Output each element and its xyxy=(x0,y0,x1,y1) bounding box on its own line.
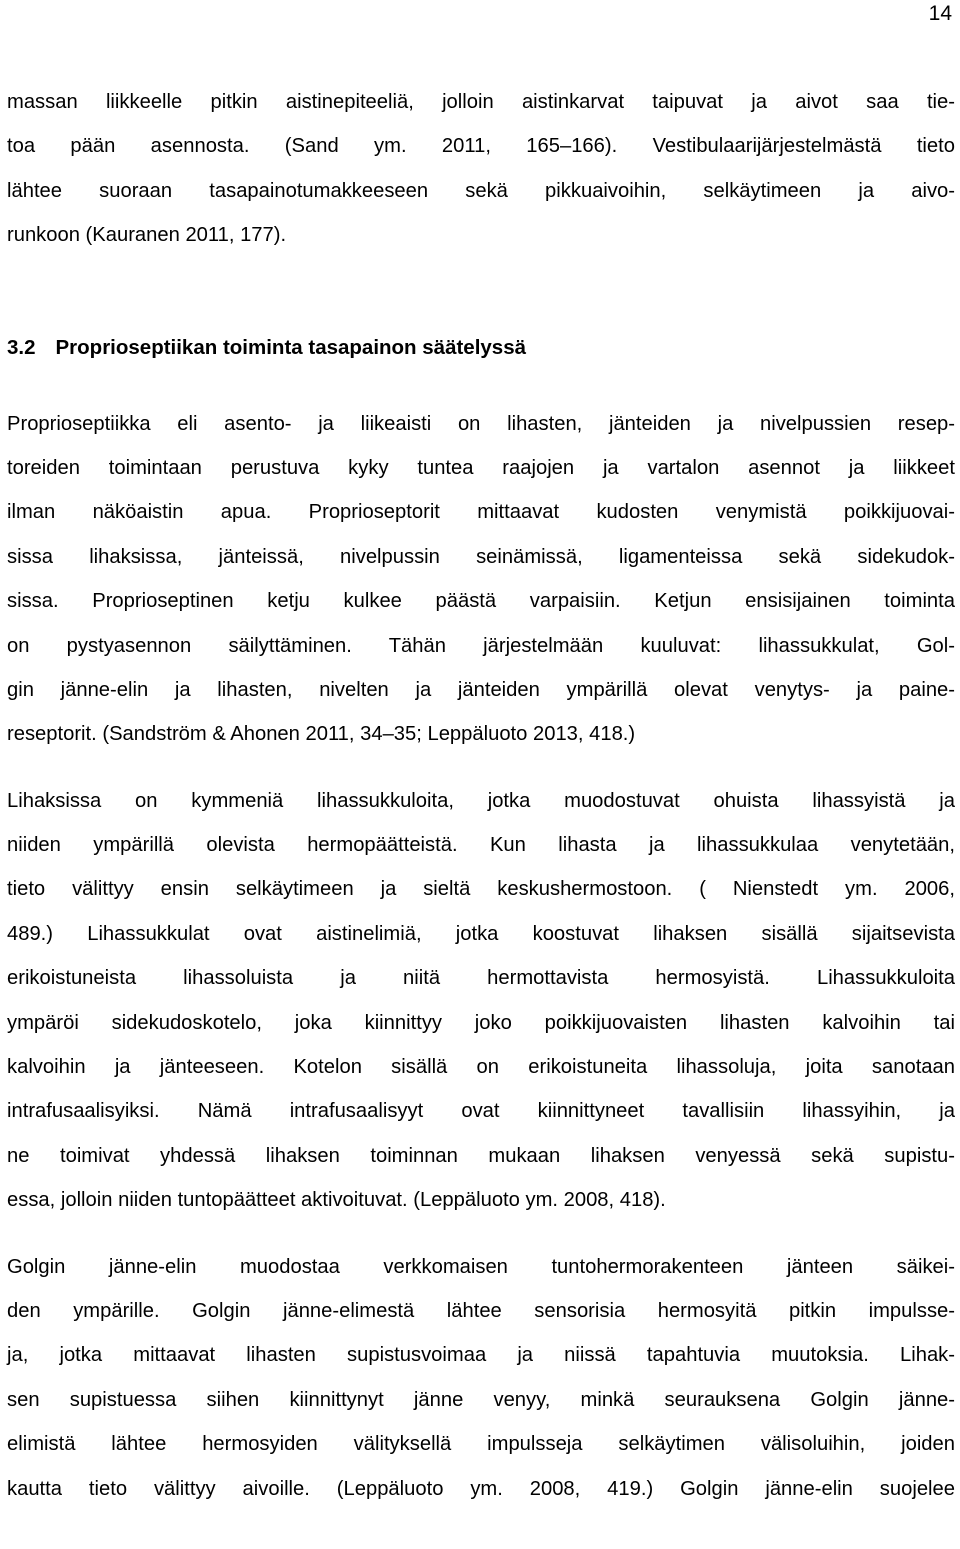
text-line: intrafusaalisyiksi. Nämä intrafusaalisyyt ovat kiinnittyneet tavallisiin lihassyihin, ja xyxy=(7,1100,955,1123)
text-line: ilman näköaistin apua. Proprioseptorit mittaavat kudosten venymistä poikkijuovai- xyxy=(7,501,955,524)
page-number: 14 xyxy=(928,2,952,25)
paragraph-intro xyxy=(7,80,955,258)
text-line: elimistä lähtee hermosyiden välityksellä impulsseja selkäytimen välisoluihin, joiden xyxy=(7,1433,955,1456)
paragraph-muscle-spindles xyxy=(7,779,955,1223)
text-line: ja, jotka mittaavat lihasten supistusvoimaa ja niissä tapahtuvia muutoksia. Lihak- xyxy=(7,1344,955,1367)
text-line: Golgin jänne-elin muodostaa verkkomaisen tuntohermorakenteen jänteen säikei- xyxy=(7,1255,955,1278)
text-line: Proprioseptiikka eli asento- ja liikeaisti on lihasten, jänteiden ja nivelpussien resep- xyxy=(7,412,955,435)
text-line: sissa lihaksissa, jänteissä, nivelpussin seinämissä, ligamenteissa sekä sidekudok- xyxy=(7,545,955,568)
section-number: 3.2 xyxy=(7,335,36,359)
text-line: lähtee suoraan tasapainotumakkeeseen sekä pikkuaivoihin, selkäytimeen ja aivo- xyxy=(7,179,955,202)
text-line: ne toimivat yhdessä lihaksen toiminnan mukaan lihaksen venyessä sekä supistu- xyxy=(7,1144,955,1167)
paragraph-proprioception xyxy=(7,402,955,757)
text-line: niiden ympärillä olevista hermopäätteistä. Kun lihasta ja lihassukkulaa venytetään, xyxy=(7,834,955,857)
document-body xyxy=(7,80,955,1511)
text-line: on pystyasennon säilyttäminen. Tähän järjestelmään kuuluvat: lihassukkulat, Gol- xyxy=(7,634,955,657)
text-line: sen supistuessa siihen kiinnittynyt jänne venyy, minkä seurauksena Golgin jänne- xyxy=(7,1388,955,1411)
text-line: toreiden toimintaan perustuva kyky tuntea raajojen ja vartalon asennot ja liikkeet xyxy=(7,456,955,479)
text-line: kautta tieto välittyy aivoille. (Leppäluoto ym. 2008, 419.) Golgin jänne-elin suojelee xyxy=(7,1477,955,1500)
text-line: 489.) Lihassukkulat ovat aistinelimiä, jotka koostuvat lihaksen sisällä sijaitsevista xyxy=(7,922,955,945)
text-line: Lihaksissa on kymmeniä lihassukkuloita, jotka muodostuvat ohuista lihassyistä ja xyxy=(7,789,955,812)
text-line: essa, jolloin niiden tuntopäätteet aktivoituvat. (Leppäluoto ym. 2008, 418). xyxy=(7,1189,666,1212)
text-line: sissa. Proprioseptinen ketju kulkee päästä varpaisiin. Ketjun ensisijainen toiminta xyxy=(7,590,955,613)
section-heading xyxy=(7,326,955,370)
text-line: den ympärille. Golgin jänne-elimestä lähtee sensorisia hermosyitä pitkin impulsse- xyxy=(7,1299,955,1322)
text-line: erikoistuneista lihassoluista ja niitä hermottavista hermosyistä. Lihassukkuloita xyxy=(7,967,955,990)
text-line: massan liikkeelle pitkin aistinepiteeliä, jolloin aistinkarvat taipuvat ja aivot saa tie- xyxy=(7,91,955,113)
text-line: kalvoihin ja jänteeseen. Kotelon sisällä on erikoistuneita lihassoluja, joita sanotaan xyxy=(7,1056,955,1079)
text-line: gin jänne-elin ja lihasten, nivelten ja jänteiden ympärillä olevat venytys- ja paine- xyxy=(7,678,955,701)
text-line: runkoon (Kauranen 2011, 177). xyxy=(7,224,287,247)
text-line: toa pään asennosta. (Sand ym. 2011, 165–166). Vestibulaarijärjestelmästä tieto xyxy=(7,135,955,158)
paragraph-golgi-tendon-organ xyxy=(7,1245,955,1511)
section-title: Proprioseptiikan toiminta tasapainon säätelyssä xyxy=(55,335,527,359)
text-line: reseptorit. (Sandström & Ahonen 2011, 34–35; Leppäluoto 2013, 418.) xyxy=(7,723,636,746)
text-line: tieto välittyy ensin selkäytimeen ja sieltä keskushermostoon. ( Nienstedt ym. 2006, xyxy=(7,878,955,901)
text-line: ympäröi sidekudoskotelo, joka kiinnittyy joko poikkijuovaisten lihasten kalvoihin tai xyxy=(7,1011,955,1034)
